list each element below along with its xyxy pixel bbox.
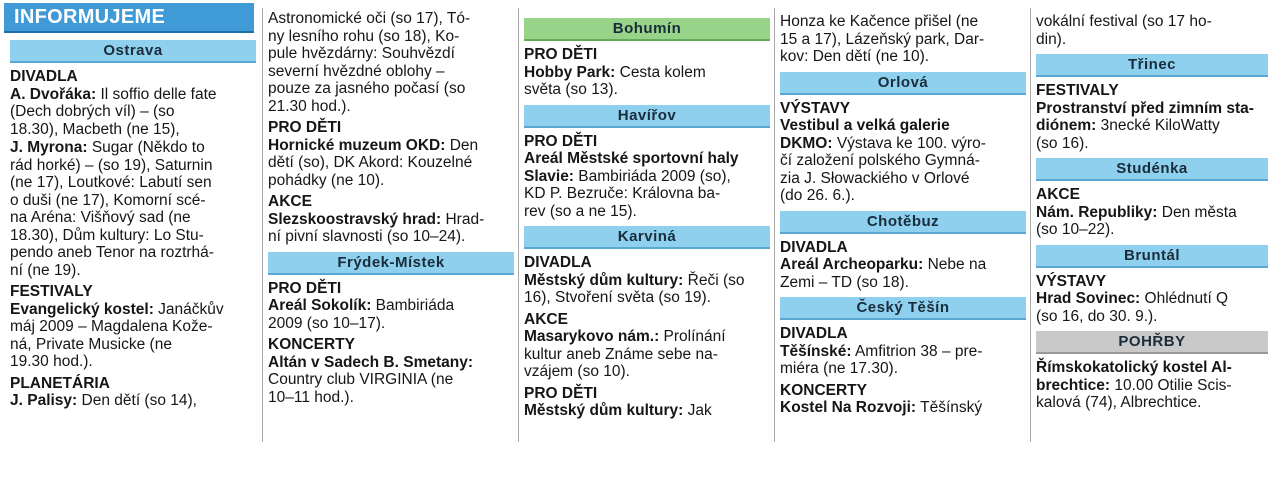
town-header: Ostrava bbox=[10, 40, 256, 63]
listing-entry bbox=[524, 272, 770, 307]
listing-text: Prolínání kultur aneb Známe sebe na- vzájem (so 10). bbox=[524, 328, 726, 380]
town-header: POHŘBY bbox=[1036, 331, 1268, 354]
listing-entry bbox=[1036, 13, 1268, 48]
category-heading: DIVADLA bbox=[780, 238, 848, 256]
venue-name: Hobby Park: bbox=[524, 63, 616, 81]
category-heading: AKCE bbox=[268, 193, 312, 210]
listing-entry bbox=[524, 402, 770, 420]
venue-name: Evangelický kostel: bbox=[10, 300, 154, 318]
column-divider bbox=[262, 8, 263, 442]
category-heading: AKCE bbox=[1036, 186, 1080, 203]
category-heading: DIVADLA bbox=[780, 325, 848, 342]
column-4 bbox=[780, 0, 1026, 475]
listing-text: Janáčkův máj 2009 – Magdalena Kože- ná, Private Musicke (ne 19.30 hod.). bbox=[10, 300, 224, 370]
listing-entry bbox=[780, 399, 1026, 417]
category-heading: KONCERTY bbox=[268, 336, 355, 353]
town-header: Havířov bbox=[524, 105, 770, 128]
listing-entry bbox=[1036, 359, 1268, 412]
category-heading: FESTIVALY bbox=[10, 283, 93, 300]
venue-name: Masarykovo nám.: bbox=[524, 328, 660, 345]
listing-entry bbox=[10, 392, 256, 410]
town-header: Bruntál bbox=[1036, 245, 1268, 268]
listing-text: Den dětí (so), DK Akord: Kouzelné pohádky (ne 10). bbox=[268, 136, 479, 189]
listing-entry bbox=[524, 150, 770, 220]
town-header: Karviná bbox=[524, 226, 770, 249]
town-header: Orlová bbox=[780, 72, 1026, 95]
listing-text: 3necké KiloWatty (so 16). bbox=[1036, 117, 1220, 152]
venue-name: Těšínské: bbox=[780, 342, 852, 360]
venue-name: Kostel Na Rozvoji: bbox=[780, 399, 917, 416]
listing-text: Hrad- ní pivní slavnosti (so 10–24). bbox=[268, 210, 485, 245]
listing-text: Jak bbox=[683, 402, 712, 419]
category-heading: DIVADLA bbox=[524, 254, 592, 271]
category-heading: PRO DĚTI bbox=[524, 384, 598, 402]
listing-text: Bambiriáda 2009 (so 10–17). bbox=[268, 297, 455, 332]
listing-text: Honza ke Kačence přišel (ne 15 a 17), Lázeňský park, Dar- kov: Den dětí (ne 10). bbox=[780, 13, 985, 65]
listing-entry bbox=[780, 13, 1026, 66]
listing-text: Country club VIRGINIA (ne 10–11 hod.). bbox=[268, 371, 454, 406]
venue-name: Hornické muzeum OKD: bbox=[268, 136, 446, 154]
category-heading: PRO DĚTI bbox=[268, 119, 342, 136]
town-header: Český Těšín bbox=[780, 297, 1026, 320]
venue-name: Altán v Sadech B. Smetany: bbox=[268, 353, 474, 371]
venue-name: Městský dům kultury: bbox=[524, 271, 684, 289]
listing-text: Těšínský bbox=[916, 399, 983, 416]
category-heading: DIVADLA bbox=[10, 68, 78, 85]
listing-text: Amfitrion 38 – pre- miéra (ne 17.30). bbox=[780, 342, 983, 377]
category-heading: KONCERTY bbox=[780, 381, 867, 399]
venue-name: A. Dvořáka: bbox=[10, 85, 97, 103]
listing-text: vokální festival (so 17 ho- din). bbox=[1036, 13, 1212, 48]
listing-text: Cesta kolem světa (so 13). bbox=[524, 63, 706, 98]
listing-entry bbox=[1036, 204, 1268, 239]
venue-name: J. Palisy: bbox=[10, 392, 78, 409]
column-1 bbox=[10, 0, 256, 496]
listing-entry bbox=[524, 64, 770, 99]
listing-text: Den města (so 10–22). bbox=[1036, 203, 1237, 238]
category-heading: PRO DĚTI bbox=[524, 132, 598, 150]
listing-entry bbox=[1036, 290, 1268, 325]
listing-text: Il soffio delle fate (Dech dobrých víl) – (so 18.30), Macbeth (ne 15), bbox=[10, 85, 217, 138]
venue-name: Areál Sokolík: bbox=[268, 297, 372, 314]
venue-name: J. Myrona: bbox=[10, 139, 88, 156]
column-divider bbox=[1030, 8, 1031, 442]
listing-entry bbox=[780, 256, 1026, 291]
column-5 bbox=[1036, 0, 1268, 475]
section-title: INFORMUJEME bbox=[14, 6, 166, 28]
category-heading: VÝSTAVY bbox=[780, 99, 851, 117]
listing-text: Sugar (Někdo to rád horké) – (so 19), Saturnin (ne 17), Loutkové: Labutí sen o duši (ne 17), Komorní scé- na Aréna: Višňový sad (ne 18.30), Dům kultury: Lo Stu- pendo aneb Tenor na roztrhá- ní (ne 19). bbox=[10, 139, 214, 279]
category-heading: VÝSTAVY bbox=[1036, 272, 1107, 290]
category-heading: FESTIVALY bbox=[1036, 82, 1119, 99]
listing-text: Výstava ke 100. výro- čí založení polského Gymná- zia J. Słowackiého v Orlové (do 26. 6.). bbox=[780, 134, 986, 204]
listing-text: Ohlédnutí Q (so 16, do 30. 9.). bbox=[1036, 290, 1229, 325]
listing-text: Den dětí (so 14), bbox=[77, 392, 197, 409]
listing-text: Řeči (so 16), Stvoření světa (so 19). bbox=[524, 271, 745, 306]
town-header: Bohumín bbox=[524, 18, 770, 41]
venue-name: Areál Městské sportovní haly Slavie: bbox=[524, 150, 739, 185]
listing-entry bbox=[10, 86, 256, 139]
town-header: Studénka bbox=[1036, 158, 1268, 181]
listing-entry bbox=[1036, 100, 1268, 153]
listing-entry bbox=[780, 343, 1026, 378]
venue-name: Městský dům kultury: bbox=[524, 402, 684, 419]
listing-text: Bambiriáda 2009 (so), KD P. Bezruče: Královna ba- rev (so a ne 15). bbox=[524, 167, 731, 220]
listing-entry bbox=[268, 137, 514, 190]
venue-name: Prostranství před zimním sta- diónem: bbox=[1036, 99, 1254, 134]
category-heading: AKCE bbox=[524, 310, 568, 328]
listing-entry bbox=[10, 139, 256, 279]
listing-text: 10.00 Otilie Scis- kalová (74), Albrechtice. bbox=[1036, 376, 1232, 411]
town-header: Třinec bbox=[1036, 54, 1268, 77]
column-divider bbox=[518, 8, 519, 442]
listing-entry bbox=[268, 211, 514, 246]
column-2 bbox=[268, 0, 514, 472]
listing-entry bbox=[268, 10, 514, 115]
town-header: Chotěbuz bbox=[780, 211, 1026, 234]
listing-entry bbox=[524, 328, 770, 381]
town-header: Frýdek-Místek bbox=[268, 252, 514, 275]
listing-entry bbox=[268, 297, 514, 332]
venue-name: Nám. Republiky: bbox=[1036, 203, 1158, 221]
column-divider bbox=[774, 8, 775, 442]
listing-text: Astronomické oči (so 17), Tó- ny lesního rohu (so 18), Ko- pule hvězdárny: Souhvězdí severní hvězdné oblohy – pouze za jasného počasí (so 21.30 hod.). bbox=[268, 10, 471, 115]
venue-name: Římskokatolický kostel Al- brechtice: bbox=[1036, 359, 1232, 394]
category-heading: PLANETÁRIA bbox=[10, 374, 110, 392]
venue-name: Vestibul a velká galerie DKMO: bbox=[780, 117, 950, 152]
venue-name: Hrad Sovinec: bbox=[1036, 290, 1141, 307]
category-heading: PRO DĚTI bbox=[524, 46, 598, 63]
listing-entry bbox=[10, 301, 256, 371]
listing-entry bbox=[268, 354, 514, 407]
listing-entry bbox=[780, 117, 1026, 205]
venue-name: Slezskoostravský hrad: bbox=[268, 210, 442, 228]
column-3 bbox=[524, 0, 770, 474]
listing-text: Nebe na Zemi – TD (so 18). bbox=[780, 256, 987, 291]
category-heading: PRO DĚTI bbox=[268, 279, 342, 297]
venue-name: Areál Archeoparku: bbox=[780, 256, 924, 273]
